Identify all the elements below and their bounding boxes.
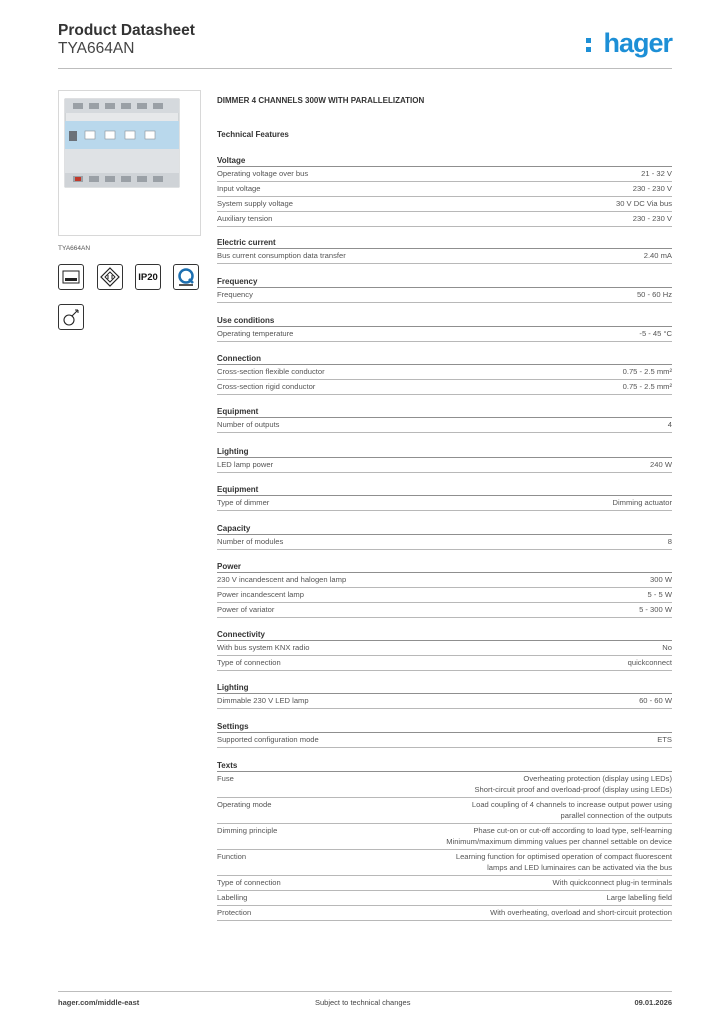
spec-value: 4 xyxy=(667,420,672,429)
spec-group-title: Power xyxy=(217,561,672,573)
spec-row xyxy=(217,588,672,603)
footer-notice: Subject to technical changes xyxy=(315,998,411,1007)
spec-label: Cross-section rigid conductor xyxy=(217,382,316,391)
spec-group-title: Equipment xyxy=(217,484,672,496)
spec-value: 21 - 32 V xyxy=(641,169,672,178)
spec-row xyxy=(217,733,672,748)
spec-row xyxy=(217,197,672,212)
spec-group xyxy=(217,446,672,473)
spec-value xyxy=(456,852,672,873)
header xyxy=(58,22,195,58)
spec-group xyxy=(217,406,672,433)
spec-group-title: Settings xyxy=(217,721,672,733)
spec-value-line: Phase cut-on or cut-off according to load type, self-learning xyxy=(473,826,672,835)
ip20-icon: IP20 xyxy=(135,264,161,290)
spec-group-title: Texts xyxy=(217,760,672,772)
spec-group xyxy=(217,561,672,618)
spec-group xyxy=(217,155,672,227)
spec-label: Type of dimmer xyxy=(217,498,270,507)
spec-label: Function xyxy=(217,852,247,861)
spec-value: 230 - 230 V xyxy=(632,214,672,223)
logo-dots xyxy=(586,38,592,55)
spec-group-title: Equipment xyxy=(217,406,672,418)
spec-row xyxy=(217,891,672,906)
spec-value: 230 - 230 V xyxy=(632,184,672,193)
spec-value: No xyxy=(662,643,672,652)
spec-label: Cross-section flexible conductor xyxy=(217,367,325,376)
spec-row xyxy=(217,249,672,264)
document-title: Product Datasheet xyxy=(58,22,195,39)
spec-row xyxy=(217,850,672,876)
spec-label: System supply voltage xyxy=(217,199,293,208)
spec-label: Auxiliary tension xyxy=(217,214,273,223)
spec-label: Number of modules xyxy=(217,537,284,546)
spec-group-title: Lighting xyxy=(217,446,672,458)
spec-row xyxy=(217,906,672,921)
spec-value-line: Minimum/maximum dimming values per channel settable on device xyxy=(446,836,672,846)
spec-value-line: Learning function for optimised operation of compact fluorescent xyxy=(455,852,672,861)
spec-row xyxy=(217,496,672,511)
spec-group xyxy=(217,237,672,264)
spec-label: Type of connection xyxy=(217,878,281,887)
spec-label: Protection xyxy=(217,908,252,917)
product-heading: DIMMER 4 CHANNELS 300W WITH PARALLELIZATION xyxy=(217,96,425,105)
spec-row xyxy=(217,603,672,618)
spec-row xyxy=(217,327,672,342)
spec-group-title: Electric current xyxy=(217,237,672,249)
spec-row xyxy=(217,798,672,824)
spec-group xyxy=(217,523,672,550)
spec-group xyxy=(217,629,672,671)
spec-group-title: Connection xyxy=(217,353,672,365)
spec-group-title: Voltage xyxy=(217,155,672,167)
spec-value: quickconnect xyxy=(627,658,672,667)
spec-value-line: Overheating protection (display using LEDs) xyxy=(523,774,672,783)
spec-row xyxy=(217,876,672,891)
spec-row xyxy=(217,212,672,227)
spec-label: With bus system KNX radio xyxy=(217,643,310,652)
spec-group xyxy=(217,484,672,511)
spec-group-title: Lighting xyxy=(217,682,672,694)
spec-group-title: Frequency xyxy=(217,276,672,288)
spec-group-title: Use conditions xyxy=(217,315,672,327)
spec-group xyxy=(217,353,672,395)
spec-value: 240 W xyxy=(650,460,672,469)
spec-label: Power of variator xyxy=(217,605,275,614)
spec-label: Dimmable 230 V LED lamp xyxy=(217,696,309,705)
header-divider xyxy=(58,68,672,69)
spec-row xyxy=(217,641,672,656)
spec-group xyxy=(217,682,672,709)
spec-value: 30 V DC Via bus xyxy=(615,199,672,208)
image-caption: TYA664AN xyxy=(58,245,91,252)
spec-group xyxy=(217,315,672,342)
spec-row xyxy=(217,656,672,671)
spec-label: Type of connection xyxy=(217,658,281,667)
spec-row xyxy=(217,380,672,395)
spec-group xyxy=(217,276,672,303)
spec-value: 50 - 60 Hz xyxy=(636,290,672,299)
spec-value xyxy=(446,826,672,847)
spec-row xyxy=(217,458,672,473)
spec-value: With overheating, overload and short-circuit protection xyxy=(490,908,672,917)
spec-row xyxy=(217,182,672,197)
spec-label: Operating mode xyxy=(217,800,272,809)
footer-website[interactable]: hager.com/middle-east xyxy=(58,998,140,1007)
spec-value: 60 - 60 W xyxy=(639,696,672,705)
spec-label: LED lamp power xyxy=(217,460,274,469)
spec-label: Labelling xyxy=(217,893,248,902)
spec-group xyxy=(217,721,672,748)
spec-value: 5 - 5 W xyxy=(647,590,672,599)
spec-label: Input voltage xyxy=(217,184,261,193)
spec-row xyxy=(217,167,672,182)
hager-logo[interactable]: hager xyxy=(603,28,672,58)
quickconnect-icon xyxy=(173,264,199,290)
spec-label: 230 V incandescent and halogen lamp xyxy=(217,575,347,584)
spec-value: -5 - 45 °C xyxy=(639,329,672,338)
spec-value: Dimming actuator xyxy=(612,498,672,507)
spec-group xyxy=(217,760,672,921)
spec-group-title: Capacity xyxy=(217,523,672,535)
spec-value: 0.75 - 2.5 mm² xyxy=(622,367,672,376)
product-code: TYA664AN xyxy=(58,40,135,57)
spec-group-title: Connectivity xyxy=(217,629,672,641)
spec-label: Bus current consumption data transfer xyxy=(217,251,346,260)
spec-value: With quickconnect plug-in terminals xyxy=(552,878,672,887)
spec-row xyxy=(217,365,672,380)
spec-label: Fuse xyxy=(217,774,234,783)
spec-row xyxy=(217,772,672,798)
spec-row xyxy=(217,824,672,850)
double-insulation-icon xyxy=(97,264,123,290)
spec-row xyxy=(217,288,672,303)
footer-date: 09.01.2026 xyxy=(634,998,672,1007)
spec-row xyxy=(217,573,672,588)
spec-value-line: Short-circuit proof and overload-proof (display using LEDs) xyxy=(474,784,672,794)
product-image xyxy=(58,90,201,236)
spec-value-line: Load coupling of 4 channels to increase output power using xyxy=(471,800,672,809)
spec-row xyxy=(217,535,672,550)
spec-value: Large labelling field xyxy=(606,893,672,902)
spec-value: 5 - 300 W xyxy=(639,605,672,614)
dimmer-symbol-icon xyxy=(58,304,84,330)
spec-value: 2.40 mA xyxy=(643,251,672,260)
section-title: Technical Features xyxy=(217,130,289,139)
spec-label: Power incandescent lamp xyxy=(217,590,304,599)
spec-label: Operating temperature xyxy=(217,329,294,338)
spec-label: Operating voltage over bus xyxy=(217,169,309,178)
spec-row xyxy=(217,418,672,433)
spec-label: Frequency xyxy=(217,290,253,299)
spec-value-line: lamps and LED luminaires can be activated via the bus xyxy=(487,862,672,872)
spec-row xyxy=(217,694,672,709)
knx-icon xyxy=(58,264,84,290)
spec-label: Dimming principle xyxy=(217,826,278,835)
footer-divider xyxy=(58,991,672,992)
spec-value xyxy=(474,774,672,795)
spec-label: Supported configuration mode xyxy=(217,735,319,744)
spec-value: 8 xyxy=(667,537,672,546)
spec-value: 300 W xyxy=(650,575,672,584)
spec-value-line: parallel connection of the outputs xyxy=(560,810,672,820)
spec-label: Number of outputs xyxy=(217,420,280,429)
spec-value xyxy=(472,800,672,821)
spec-value: ETS xyxy=(657,735,672,744)
spec-value: 0.75 - 2.5 mm² xyxy=(622,382,672,391)
